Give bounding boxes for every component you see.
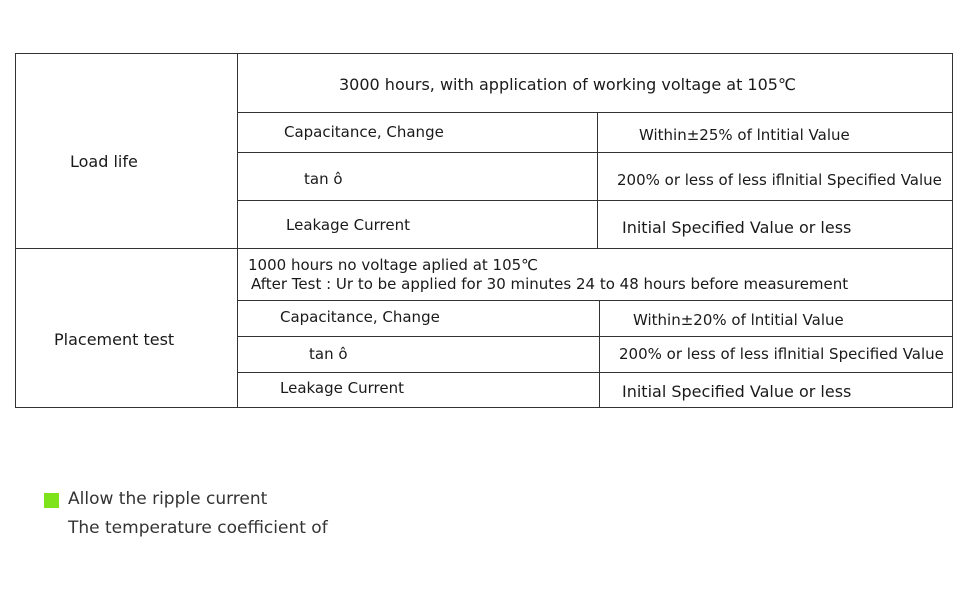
placement-test-header-line2: After Test : Ur to be applied for 30 minutes 24 to 48 hours before measurement [251, 275, 849, 293]
load-life-header: 3000 hours, with application of working voltage at 105℃ [339, 75, 796, 94]
placement-test-value: 200% or less of less iflnitial Specified Value [619, 345, 944, 363]
column-divider [599, 300, 600, 407]
placement-test-item: Leakage Current [280, 379, 404, 397]
legend-line1: Allow the ripple current [68, 489, 268, 509]
column-divider [597, 112, 598, 248]
legend-swatch [44, 493, 59, 508]
column-divider [237, 54, 238, 407]
load-life-item: tan ô [304, 170, 343, 188]
placement-test-item: Capacitance, Change [280, 308, 440, 326]
row-divider [238, 372, 953, 373]
load-life-value: 200% or less of less iflnitial Specified Value [617, 171, 942, 189]
placement-test-value: Within±20% of lntitial Value [633, 311, 844, 329]
legend-line2: The temperature coefficient of [68, 518, 328, 538]
section-divider [16, 248, 953, 249]
load-life-value: Within±25% of lntitial Value [639, 126, 850, 144]
row-divider [238, 300, 953, 301]
row-divider [238, 200, 953, 201]
spec-table [15, 53, 953, 408]
placement-test-label: Placement test [54, 330, 175, 349]
row-divider [238, 152, 953, 153]
placement-test-header-line1: 1000 hours no voltage aplied at 105℃ [248, 256, 539, 274]
placement-test-value: Initial Specified Value or less [622, 382, 852, 401]
load-life-value: Initial Specified Value or less [622, 218, 852, 237]
load-life-item: Capacitance, Change [284, 123, 444, 141]
load-life-item: Leakage Current [286, 216, 410, 234]
row-divider [238, 336, 953, 337]
load-life-label: Load life [70, 152, 138, 171]
row-divider [238, 112, 953, 113]
placement-test-item: tan ô [309, 345, 348, 363]
